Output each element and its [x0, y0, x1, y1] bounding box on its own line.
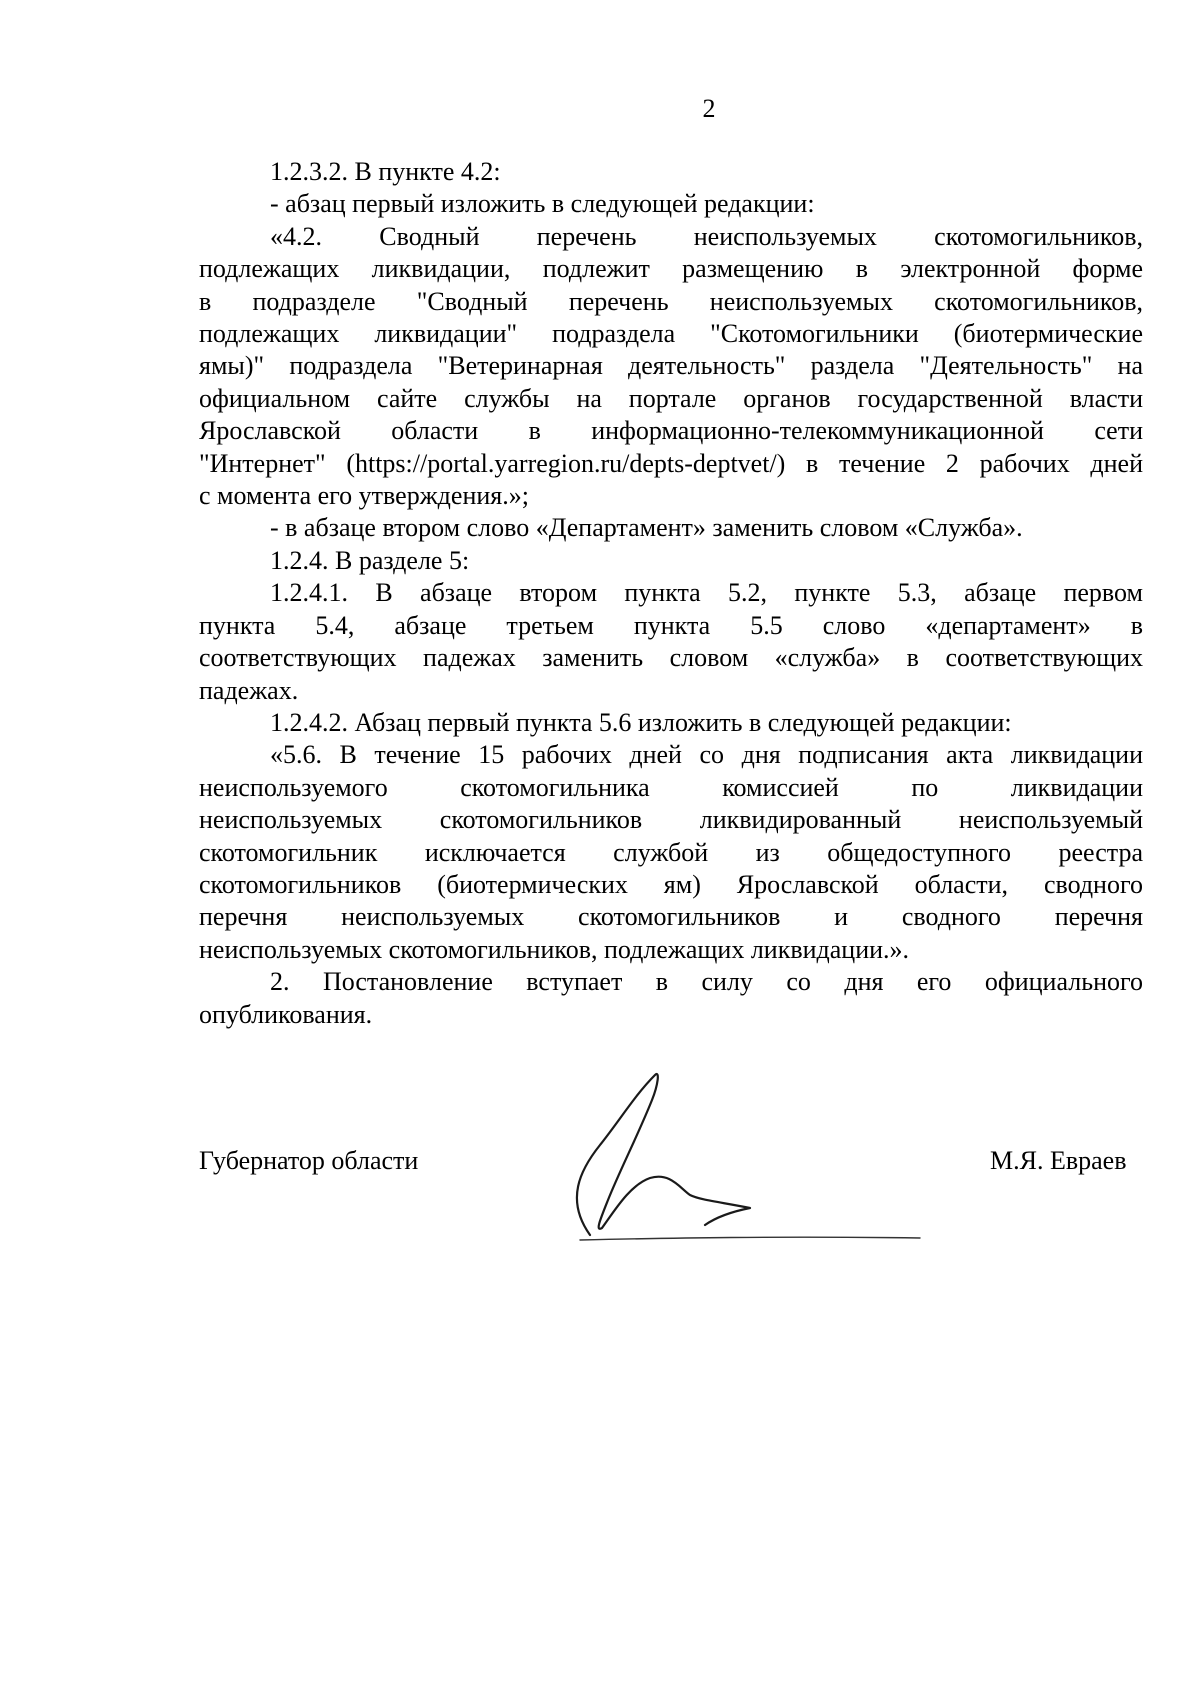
- paragraph-line: с момента его утверждения.»;: [199, 481, 529, 511]
- paragraph-line: 1.2.4. В разделе 5:: [270, 545, 470, 575]
- page-number: 2: [702, 94, 716, 123]
- paragraph-line: неиспользуемых скотомогильников ликвидированный неиспользуемый: [199, 805, 1143, 835]
- handwritten-signature: [520, 1060, 930, 1250]
- signatory-title: Губернатор области: [199, 1146, 419, 1175]
- paragraph-line: 1.2.4.2. Абзац первый пункта 5.6 изложить в следующей редакции:: [270, 707, 1012, 737]
- paragraph-line: подлежащих ликвидации, подлежит размещению в электронной форме: [199, 254, 1143, 284]
- paragraph-line: 2. Постановление вступает в силу со дня его официального: [270, 967, 1143, 997]
- paragraph-line: «5.6. В течение 15 рабочих дней со дня подписания акта ликвидации: [270, 740, 1143, 770]
- paragraph-line: опубликования.: [199, 999, 373, 1029]
- paragraph-line: Ярославской области в информационно-телекоммуникационной сети: [199, 416, 1143, 446]
- paragraph-line: официальном сайте службы на портале органов государственной власти: [199, 383, 1143, 413]
- paragraph-line: неиспользуемых скотомогильников, подлежащих ликвидации.».: [199, 934, 910, 964]
- signatory-name: М.Я. Евраев: [990, 1146, 1127, 1175]
- paragraph-line: - абзац первый изложить в следующей редакции:: [270, 189, 815, 219]
- paragraph-line: подлежащих ликвидации" подраздела "Скотомогильники (биотермические: [199, 319, 1143, 349]
- paragraph-line: пункта 5.4, абзаце третьем пункта 5.5 слово «департамент» в: [199, 610, 1143, 640]
- paragraph-line: "Интернет" (https://portal.yarregion.ru/depts-deptvet/) в течение 2 рабочих дней: [199, 448, 1143, 478]
- paragraph-line: падежах.: [199, 675, 299, 705]
- paragraph-line: скотомогильников (биотермических ям) Ярославской области, сводного: [199, 869, 1143, 899]
- paragraph-line: неиспользуемого скотомогильника комиссией по ликвидации: [199, 772, 1143, 802]
- paragraph-line: 1.2.3.2. В пункте 4.2:: [270, 157, 501, 186]
- paragraph-line: соответствующих падежах заменить словом «служба» в соответствующих: [199, 643, 1143, 673]
- paragraph-line: перечня неиспользуемых скотомогильников и сводного перечня: [199, 902, 1143, 932]
- paragraph-line: - в абзаце втором слово «Департамент» заменить словом «Служба».: [270, 513, 1023, 543]
- document-body: [199, 156, 1143, 1031]
- paragraph-line: в подразделе "Сводный перечень неиспользуемых скотомогильников,: [199, 286, 1143, 316]
- paragraph-line: 1.2.4.1. В абзаце втором пункта 5.2, пункте 5.3, абзаце первом: [270, 578, 1143, 608]
- paragraph-line: скотомогильник исключается службой из общедоступного реестра: [199, 837, 1143, 867]
- paragraph-line: «4.2. Сводный перечень неиспользуемых скотомогильников,: [270, 221, 1143, 251]
- paragraph-line: ямы)" подраздела "Ветеринарная деятельность" раздела "Деятельность" на: [199, 351, 1143, 381]
